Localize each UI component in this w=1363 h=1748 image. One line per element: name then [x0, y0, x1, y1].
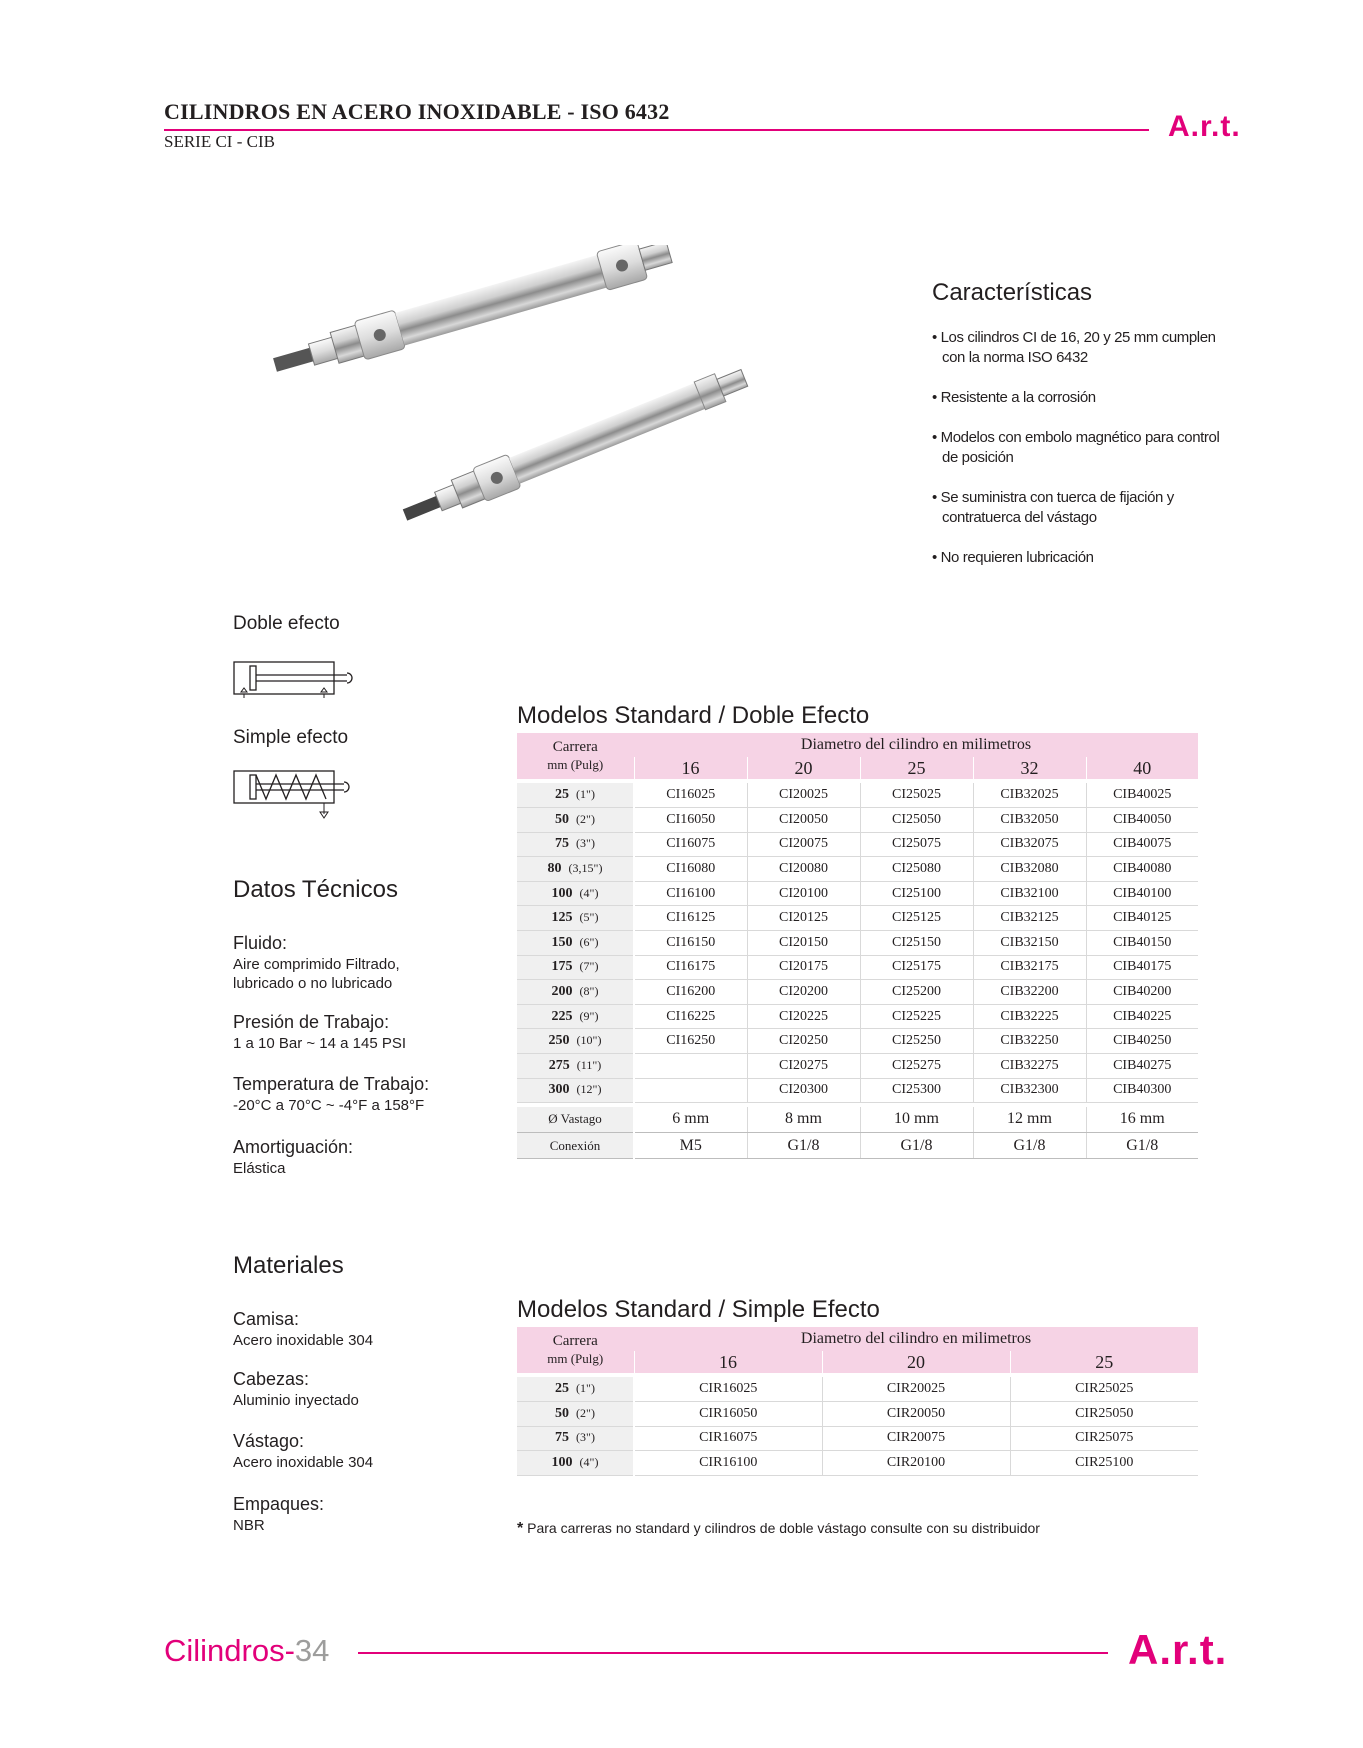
rod-diameter-value: 16 mm — [1086, 1107, 1198, 1133]
model-code-cell: CI25175 — [860, 955, 973, 980]
stroke-cell — [517, 1426, 634, 1451]
material-label: Camisa: — [233, 1309, 300, 1329]
stroke-inches: (5") — [579, 910, 599, 925]
table-row — [517, 1402, 1198, 1427]
bore-size-header: 40 — [1086, 757, 1198, 779]
product-image — [255, 245, 815, 545]
diameter-header: Diametro del cilindro en milimetros — [634, 1327, 1198, 1351]
feature-item: • Modelos con embolo magnético para control de posición — [932, 429, 1220, 466]
header-rule — [164, 129, 1149, 131]
model-code-cell: CIB32175 — [973, 955, 1086, 980]
model-code-cell: CI25300 — [860, 1078, 973, 1103]
features-list — [932, 328, 1232, 588]
stroke-cell — [517, 783, 634, 808]
spec-value: Elástica — [233, 1160, 286, 1177]
model-code-cell: CIB40100 — [1086, 881, 1198, 906]
model-code-cell: CI20225 — [747, 1004, 860, 1029]
connection-value: G1/8 — [860, 1133, 973, 1159]
table-row — [517, 980, 1198, 1005]
stroke-inches: (11") — [576, 1057, 602, 1072]
model-code-cell: CIR25050 — [1010, 1402, 1198, 1427]
stroke-mm: 80 — [547, 861, 562, 877]
model-code-cell: CIR25075 — [1010, 1426, 1198, 1451]
rod-diameter-value: 8 mm — [747, 1107, 860, 1133]
connection-value: G1/8 — [1086, 1133, 1198, 1159]
model-code-cell: CIB32025 — [973, 783, 1086, 808]
stroke-mm: 25 — [555, 1381, 570, 1397]
table-row — [517, 881, 1198, 906]
model-code-cell: CI25225 — [860, 1004, 973, 1029]
model-code-cell: CIB40125 — [1086, 906, 1198, 931]
model-code-cell: CIR20075 — [822, 1426, 1010, 1451]
stroke-inches: (8") — [579, 984, 599, 999]
model-code-cell: CI20075 — [747, 832, 860, 857]
stroke-inches: (7") — [579, 959, 599, 974]
stroke-header — [517, 1327, 634, 1373]
stroke-mm: 250 — [548, 1033, 570, 1049]
stroke-cell — [517, 832, 634, 857]
model-code-cell: CIB40225 — [1086, 1004, 1198, 1029]
model-code-cell: CIB40025 — [1086, 783, 1198, 808]
page-subtitle: SERIE CI - CIB — [164, 132, 275, 151]
stroke-inches: (12") — [576, 1082, 602, 1097]
model-code-cell: CIB32250 — [973, 1029, 1086, 1054]
page-title: CILINDROS EN ACERO INOXIDABLE - ISO 6432 — [164, 99, 670, 124]
features-title: Características — [932, 279, 1093, 306]
bore-size-header: 32 — [973, 757, 1086, 779]
bore-size-header: 25 — [1010, 1351, 1198, 1373]
model-code-cell: CI25100 — [860, 881, 973, 906]
footnote — [517, 1520, 1040, 1538]
stroke-cell — [517, 1402, 634, 1427]
table-row — [517, 1004, 1198, 1029]
model-code-cell: CIB32275 — [973, 1054, 1086, 1079]
art-logo-footer: A.r.t. — [1128, 1626, 1228, 1673]
stroke-mm: 275 — [548, 1057, 570, 1073]
stroke-cell — [517, 931, 634, 956]
table-row — [517, 1426, 1198, 1451]
stroke-header-label: Carrera — [552, 739, 598, 755]
single-acting-models-table — [517, 1327, 1198, 1476]
model-code-cell: CIR16050 — [634, 1402, 822, 1427]
spec-label: Temperatura de Trabajo: — [233, 1074, 430, 1094]
model-code-cell — [634, 1078, 747, 1103]
bore-size-header: 16 — [634, 1351, 822, 1373]
spec-value: Aire comprimido Filtrado, lubricado o no lubricado — [233, 956, 400, 992]
stroke-mm: 125 — [551, 910, 573, 926]
stroke-cell — [517, 1029, 634, 1054]
connection-value: G1/8 — [747, 1133, 860, 1159]
model-code-cell: CI16175 — [634, 955, 747, 980]
stroke-inches: (1") — [576, 1381, 595, 1396]
model-code-cell: CI25200 — [860, 980, 973, 1005]
spec-label: Fluido: — [233, 933, 288, 953]
material-value: Aluminio inyectado — [233, 1392, 359, 1409]
model-code-cell: CI16100 — [634, 881, 747, 906]
model-code-cell: CIB32150 — [973, 931, 1086, 956]
diameter-header: Diametro del cilindro en milimetros — [634, 733, 1198, 757]
model-code-cell: CI20200 — [747, 980, 860, 1005]
model-code-cell: CIR20025 — [822, 1377, 1010, 1402]
rod-diameter-row — [517, 1107, 1198, 1133]
model-code-cell: CI25080 — [860, 857, 973, 882]
model-code-cell: CIB40250 — [1086, 1029, 1198, 1054]
material-value: NBR — [233, 1517, 265, 1534]
model-code-cell: CI16250 — [634, 1029, 747, 1054]
table-row — [517, 906, 1198, 931]
model-code-cell: CI16080 — [634, 857, 747, 882]
rod-diameter-value: 10 mm — [860, 1107, 973, 1133]
stroke-cell — [517, 1377, 634, 1402]
single-acting-symbol-icon — [232, 766, 357, 821]
model-code-cell: CIB40200 — [1086, 980, 1198, 1005]
stroke-mm: 25 — [555, 787, 570, 803]
feature-item: • Se suministra con tuerca de fijación y contratuerca del vástago — [932, 489, 1174, 526]
materials-title: Materiales — [233, 1252, 344, 1279]
model-code-cell: CIB32050 — [973, 808, 1086, 833]
model-code-cell: CIR16100 — [634, 1451, 822, 1476]
connection-value: M5 — [634, 1133, 747, 1159]
stroke-inches: (2") — [576, 811, 595, 826]
spec-value: 1 a 10 Bar ~ 14 a 145 PSI — [233, 1035, 407, 1052]
footer-section — [164, 1633, 329, 1669]
model-code-cell: CIB40080 — [1086, 857, 1198, 882]
model-code-cell: CI25150 — [860, 931, 973, 956]
material-value: Acero inoxidable 304 — [233, 1332, 374, 1349]
stroke-inches: (6") — [579, 934, 599, 949]
table-row — [517, 1078, 1198, 1103]
model-code-cell: CI20080 — [747, 857, 860, 882]
model-code-cell: CI16225 — [634, 1004, 747, 1029]
model-code-cell: CIB40050 — [1086, 808, 1198, 833]
model-code-cell: CIB32075 — [973, 832, 1086, 857]
model-code-cell: CI16050 — [634, 808, 747, 833]
model-code-cell: CIB40075 — [1086, 832, 1198, 857]
model-code-cell: CIB32300 — [973, 1078, 1086, 1103]
material-label: Vástago: — [233, 1431, 305, 1451]
model-code-cell: CI20100 — [747, 881, 860, 906]
model-code-cell: CIR20050 — [822, 1402, 1010, 1427]
table-row — [517, 832, 1198, 857]
bore-size-header: 20 — [747, 757, 860, 779]
footer-section-name: Cilindros- — [164, 1633, 295, 1668]
stroke-mm: 100 — [551, 885, 573, 901]
stroke-cell — [517, 955, 634, 980]
single-acting-label: Simple efecto — [233, 727, 349, 748]
model-code-cell: CIB32100 — [973, 881, 1086, 906]
stroke-mm: 75 — [555, 836, 570, 852]
stroke-cell — [517, 881, 634, 906]
model-code-cell: CI20250 — [747, 1029, 860, 1054]
spec-label: Amortiguación: — [233, 1137, 354, 1157]
model-code-cell: CI20150 — [747, 931, 860, 956]
model-code-cell — [634, 1054, 747, 1079]
single-acting-table-title: Modelos Standard / Simple Efecto — [517, 1296, 880, 1323]
stroke-mm: 200 — [551, 984, 573, 1000]
model-code-cell: CI20125 — [747, 906, 860, 931]
rod-diameter-value: 6 mm — [634, 1107, 747, 1133]
bore-size-header: 16 — [634, 757, 747, 779]
double-acting-label: Doble efecto — [233, 613, 340, 634]
feature-item: • No requieren lubricación — [932, 549, 1094, 566]
art-logo: A.r.t. — [1168, 110, 1241, 143]
stroke-cell — [517, 1004, 634, 1029]
connection-label: Conexión — [517, 1133, 634, 1159]
model-code-cell: CIR25025 — [1010, 1377, 1198, 1402]
rod-diameter-value: 12 mm — [973, 1107, 1086, 1133]
stroke-inches: (2") — [576, 1405, 595, 1420]
table-row — [517, 808, 1198, 833]
stroke-cell — [517, 1451, 634, 1476]
stroke-mm: 150 — [551, 934, 573, 950]
stroke-cell — [517, 1054, 634, 1079]
table-row — [517, 1029, 1198, 1054]
bore-size-header: 20 — [822, 1351, 1010, 1373]
model-code-cell: CIB40300 — [1086, 1078, 1198, 1103]
stroke-cell — [517, 906, 634, 931]
footnote-star: * — [517, 1520, 524, 1537]
stroke-mm: 75 — [555, 1430, 570, 1446]
stroke-cell — [517, 808, 634, 833]
double-acting-models-table — [517, 733, 1198, 1159]
model-code-cell: CI25275 — [860, 1054, 973, 1079]
model-code-cell: CIB32225 — [973, 1004, 1086, 1029]
model-code-cell: CI20300 — [747, 1078, 860, 1103]
model-code-cell: CIB32125 — [973, 906, 1086, 931]
stroke-inches: (4") — [579, 885, 599, 900]
material-label: Cabezas: — [233, 1369, 310, 1389]
technical-data-title: Datos Técnicos — [233, 876, 398, 903]
stroke-inches: (10") — [576, 1033, 602, 1048]
connection-value: G1/8 — [973, 1133, 1086, 1159]
table-row — [517, 1451, 1198, 1476]
model-code-cell: CI16150 — [634, 931, 747, 956]
footer-rule — [358, 1652, 1108, 1654]
model-code-cell: CIR16025 — [634, 1377, 822, 1402]
spec-label: Presión de Trabajo: — [233, 1012, 390, 1032]
rod-diameter-label: Ø Vastago — [517, 1107, 634, 1133]
stroke-mm: 100 — [551, 1455, 573, 1471]
feature-item: • Los cilindros CI de 16, 20 y 25 mm cumplen con la norma ISO 6432 — [932, 329, 1216, 366]
stroke-inches: (9") — [579, 1008, 599, 1023]
double-acting-symbol-icon — [232, 656, 357, 701]
stroke-mm: 50 — [555, 811, 570, 827]
table-row — [517, 931, 1198, 956]
stroke-header — [517, 733, 634, 779]
model-code-cell: CI16200 — [634, 980, 747, 1005]
stroke-header-unit: mm (Pulg) — [547, 1351, 604, 1366]
model-code-cell: CI25250 — [860, 1029, 973, 1054]
bore-size-header: 25 — [860, 757, 973, 779]
model-code-cell: CI25025 — [860, 783, 973, 808]
stroke-header-unit: mm (Pulg) — [547, 757, 604, 772]
stroke-header-label: Carrera — [552, 1333, 598, 1349]
model-code-cell: CIR20100 — [822, 1451, 1010, 1476]
stroke-inches: (3") — [576, 1430, 595, 1445]
table-row — [517, 857, 1198, 882]
feature-item: • Resistente a la corrosión — [932, 389, 1096, 406]
footnote-text: Para carreras no standard y cilindros de doble vástago consulte con su distribuidor — [527, 1520, 1040, 1536]
table-row — [517, 1377, 1198, 1402]
model-code-cell: CIB32080 — [973, 857, 1086, 882]
model-code-cell: CI16025 — [634, 783, 747, 808]
stroke-mm: 175 — [551, 959, 573, 975]
model-code-cell: CIB32200 — [973, 980, 1086, 1005]
table-row — [517, 783, 1198, 808]
stroke-mm: 225 — [551, 1008, 573, 1024]
model-code-cell: CI16125 — [634, 906, 747, 931]
model-code-cell: CI20175 — [747, 955, 860, 980]
model-code-cell: CIR16075 — [634, 1426, 822, 1451]
stroke-inches: (3,15") — [568, 861, 603, 876]
stroke-cell — [517, 980, 634, 1005]
stroke-mm: 300 — [548, 1082, 570, 1098]
stroke-inches: (1") — [576, 787, 595, 802]
model-code-cell: CI25075 — [860, 832, 973, 857]
table-row — [517, 1054, 1198, 1079]
material-value: Acero inoxidable 304 — [233, 1454, 374, 1471]
model-code-cell: CIB40175 — [1086, 955, 1198, 980]
page-number: 34 — [294, 1633, 330, 1668]
model-code-cell: CI20275 — [747, 1054, 860, 1079]
stroke-inches: (3") — [576, 836, 595, 851]
model-code-cell: CIB40275 — [1086, 1054, 1198, 1079]
model-code-cell: CI20025 — [747, 783, 860, 808]
model-code-cell: CI25050 — [860, 808, 973, 833]
model-code-cell: CI25125 — [860, 906, 973, 931]
stroke-mm: 50 — [555, 1405, 570, 1421]
model-code-cell: CIB40150 — [1086, 931, 1198, 956]
double-acting-table-title: Modelos Standard / Doble Efecto — [517, 702, 870, 729]
stroke-cell — [517, 857, 634, 882]
model-code-cell: CI20050 — [747, 808, 860, 833]
stroke-cell — [517, 1078, 634, 1103]
stroke-inches: (4") — [579, 1455, 599, 1470]
table-row — [517, 955, 1198, 980]
connection-row — [517, 1133, 1198, 1159]
model-code-cell: CIR25100 — [1010, 1451, 1198, 1476]
material-label: Empaques: — [233, 1494, 325, 1514]
spec-value: -20°C a 70°C ~ -4°F a 158°F — [233, 1097, 425, 1114]
model-code-cell: CI16075 — [634, 832, 747, 857]
